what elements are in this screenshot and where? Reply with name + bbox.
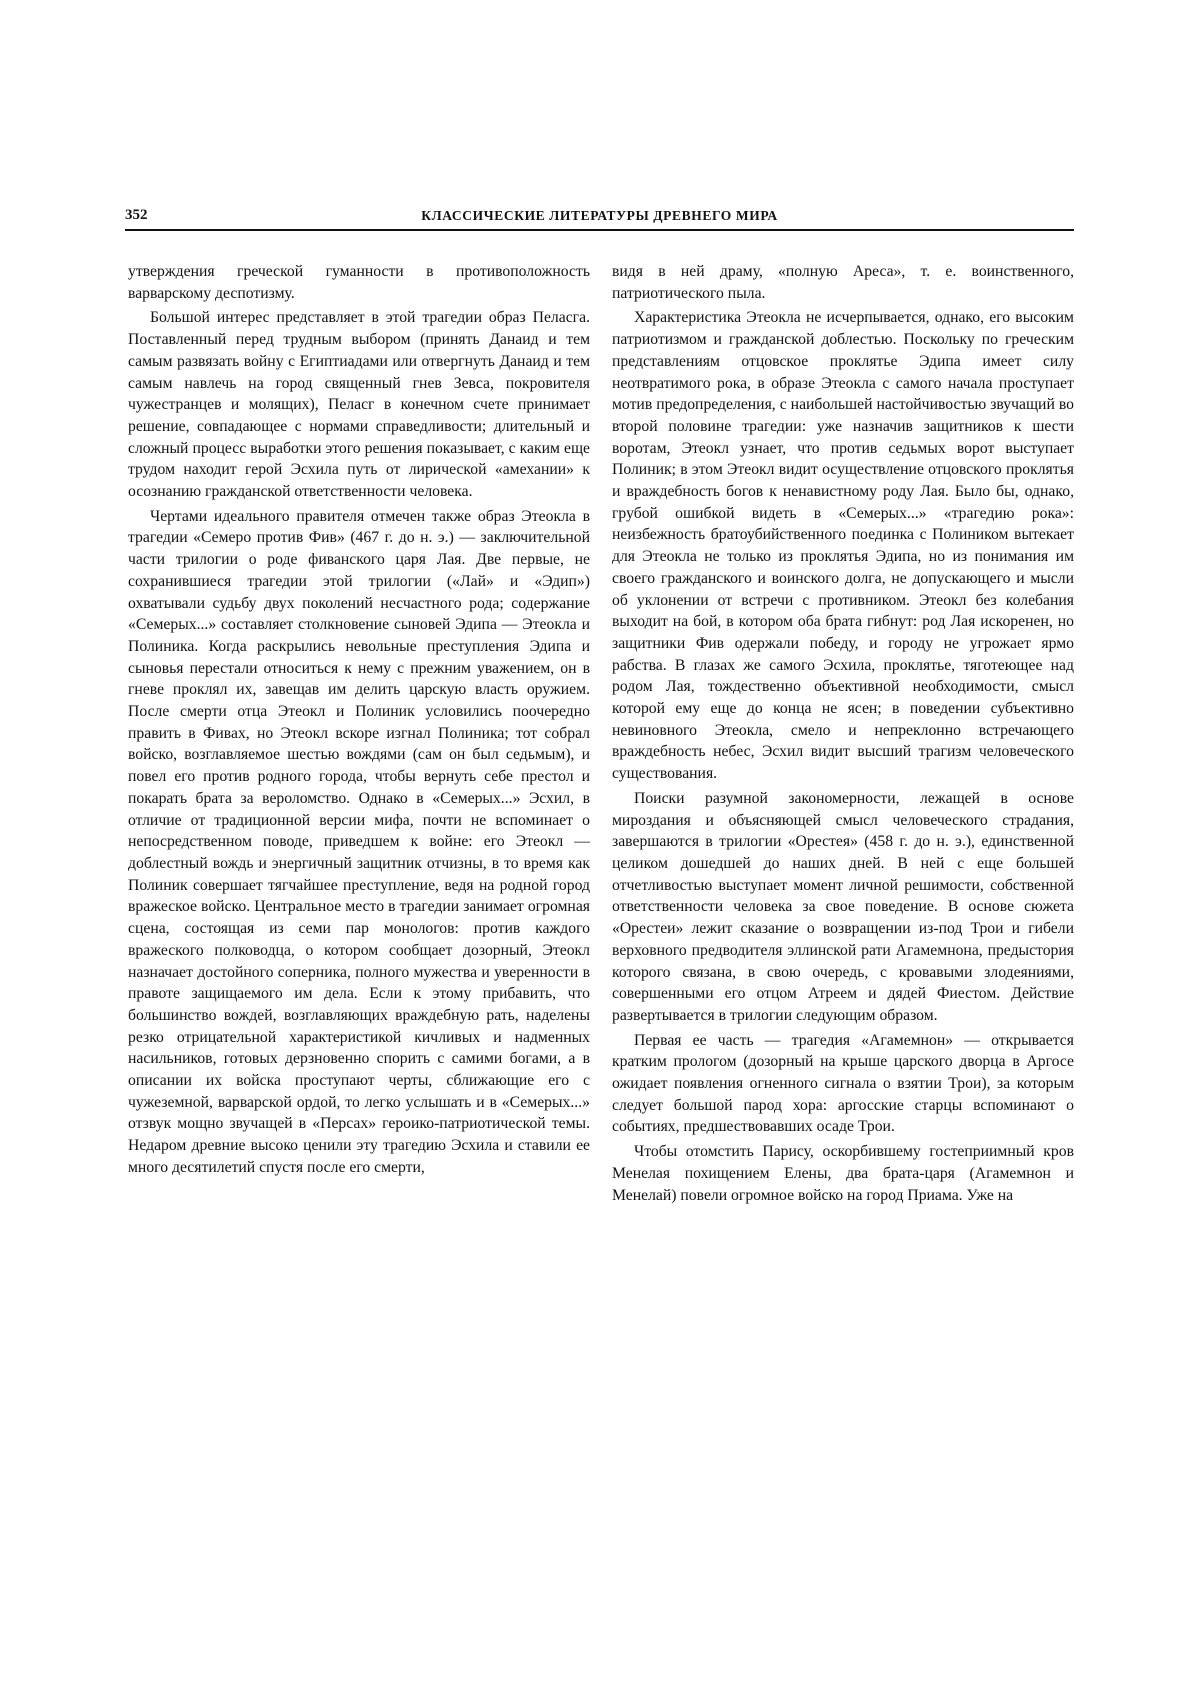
left-column (128, 261, 590, 1179)
paragraph: Чтобы отомстить Парису, оскорбившему гостеприимный кров Менелая похищением Елены, два брата-царя (Агамемнон и Менелай) повели огромное войско на город Приама. Уже на (612, 1143, 1074, 1204)
paragraph: Характеристика Этеокла не исчерпывается, однако, его высоким патриотизмом и гражданской доблестью. Поскольку по греческим представлениям отцовское проклятье Эдипа имеет силу неотвратимого рока, в образе Этеокла с самого начала проступает мотив предопределения, с наибольшей настойчивостью звучащий во второй половине трагедии: уже назначив защитников к шести воротам, Этеокл узнает, что против седьмых ворот выступает Полиник; в этом Этеокл видит осуществление отцовского проклятья и враждебность богов к ненавистному роду Лая. Было бы, однако, грубой ошибкой видеть в «Семерых...» «трагедию рока»: неизбежность братоубийственного поединка с Полиником вытекает для Этеокла не только из проклятья Эдипа, но из понимания им своего гражданского и воинского долга, не допускающего и мысли об уклонении от встречи с противником. Этеокл без колебания выходит на бой, в котором оба брата гибнут: род Лая искоренен, но защитники Фив одержали победу, и городу не угрожает ярмо рабства. В глазах же самого Эсхила, проклятье, тяготеющее над родом Лая, тождественно объективной необходимости, смысл которой ему еще до конца не ясен; в поведении субъективно невиновного Этеокла, смело и непреклонно встречающего враждебность небес, Эсхил видит высший трагизм человеческого существования. (612, 309, 1074, 783)
paragraph: утверждения греческой гуманности в противоположность варварскому деспотизму. (128, 263, 590, 302)
running-head: КЛАССИЧЕСКИЕ ЛИТЕРАТУРЫ ДРЕВНЕГО МИРА (421, 208, 778, 223)
paragraph: видя в ней драму, «полную Ареса», т. е. воинственного, патриотического пыла. (612, 263, 1074, 302)
paragraph: Поиски разумной закономерности, лежащей в основе мироздания и объясняющей смысл человеческого страдания, завершаются в трилогии «Орестея» (458 г. до н. э.), единственной целиком дошедшей до наших дней. В ней с еще большей отчетливостью выступает момент личной решимости, собственной ответственности человека за свое поведение. В основе сюжета «Орестеи» лежит сказание о возвращении из-под Трои и гибели верховного предводителя эллинской рати Агамемнона, предыстория которого связана, в свою очередь, с кровавыми злодеяниями, совершенными его отцом Атреем и дядей Фиестом. Действие развертывается в трилогии следующим образом. (612, 789, 1074, 1024)
paragraph: Большой интерес представляет в этой трагедии образ Пеласга. Поставленный перед трудным выбором (принять Данаид и тем самым развязать войну с Египтиадами или отвергнуть Данаид и тем самым навлечь на город священный гнев Зевса, покровителя чужестранцев и молящих), Пеласг в конечном счете принимает решение, совпадающее с нормами справедливости; длительный и сложный процесс выработки этого решения показывает, с каким еще трудом находит герой Эсхила путь от лирической «амехании» к осознанию гражданской ответственности человека. (128, 309, 590, 501)
page-number: 352 (125, 207, 148, 223)
page-header (125, 207, 1074, 231)
paragraph: Первая ее часть — трагедия «Агамемнон» — открывается кратким прологом (дозорный на крыше царского дворца в Аргосе ожидает появления огненного сигнала о взятии Трои), за которым следует большой парод хора: аргосские старцы вспоминают о событиях, предшествовавших осаде Трои. (612, 1031, 1074, 1136)
right-column (612, 261, 1074, 1206)
paragraph: Чертами идеального правителя отмечен также образ Этеокла в трагедии «Семеро против Фив» (467 г. до н. э.) — заключительной части трилогии о роде фиванского царя Лая. Две первые, не сохранившиеся трагедии этой трилогии («Лай» и «Эдип») охватывали судьбу двух поколений несчастного рода; содержание «Семерых...» составляет столкновение сыновей Эдипа — Этеокла и Полиника. Когда раскрылись невольные преступления Эдипа и сыновья перестали относиться к нему с прежним уважением, он в гневе проклял их, завещав им делить царскую власть оружием. После смерти отца Этеокл и Полиник условились поочередно править в Фивах, но Этеокл вскоре изгнал Полиника; тот собрал войско, возглавляемое шестью вождями (сам он был седьмым), и повел его против родного города, чтобы вернуть себе престол и покарать брата за вероломство. Однако в «Семерых...» Эсхил, в отличие от традиционной версии мифа, почти не вспоминает о непосредственном поводе, приведшем к войне: его Этеокл — доблестный вождь и энергичный защитник отчизны, в то время как Полиник совершает тягчайшее преступление, ведя на родной город вражеское войско. Центральное место в трагедии занимает огромная сцена, состоящая из семи пар монологов: против каждого вражеского полководца, о котором сообщает дозорный, Этеокл назначает достойного соперника, полного мужества и уверенности в правоте защищаемого им дела. Если к этому прибавить, что большинство вождей, возглавляющих враждебную рать, наделены резко отрицательной характеристикой кичливых и надменных насильников, готовых дерзновенно спорить с самими богами, а в описании их войска проступают черты, сближающие его с чужеземной, варварской ордой, то легко услышать и в «Семерых...» отзвук мощно звучащей в «Персах» героико-патриотической темы. Недаром древние высоко ценили эту трагедию Эсхила и ставили ее много десятилетий спустя после его смерти, (128, 507, 590, 1176)
